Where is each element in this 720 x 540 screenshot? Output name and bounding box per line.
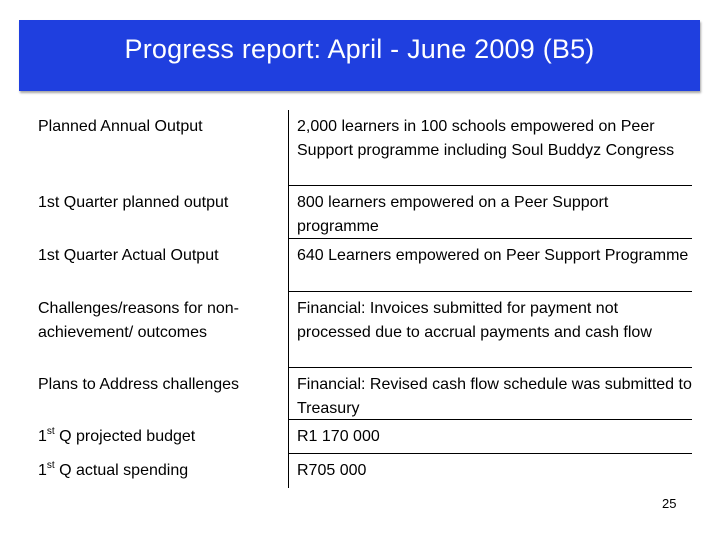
row-value: R705 000 — [288, 454, 692, 488]
row-label: Challenges/reasons for non-achievement/ outcomes — [38, 300, 240, 341]
row-value: 640 Learners empowered on Peer Support Programme — [288, 239, 692, 292]
row-value: Financial: Invoices submitted for payment not processed due to accrual payments and cash flow — [288, 292, 692, 368]
table-row — [32, 454, 692, 488]
label-number: 1 — [38, 428, 47, 445]
progress-table — [32, 110, 692, 488]
row-value: Financial: Revised cash flow schedule was submitted to Treasury — [288, 368, 692, 420]
row-label: 1st Quarter Actual Output — [38, 247, 219, 264]
table-row — [32, 292, 692, 368]
table-row — [32, 110, 692, 186]
label-ordinal: st — [46, 425, 55, 437]
label-text: Q projected budget — [54, 428, 196, 445]
row-label — [32, 454, 288, 488]
label-number: 1 — [38, 462, 47, 479]
row-label — [32, 420, 288, 454]
table-row — [32, 239, 692, 292]
row-value: 800 learners empowered on a Peer Support programme — [288, 186, 692, 239]
row-value: R1 170 000 — [288, 420, 692, 454]
row-label: 1st Quarter planned output — [38, 194, 229, 211]
title-bar — [19, 20, 700, 91]
table-row — [32, 368, 692, 420]
page-number: 25 — [662, 496, 677, 511]
table-row — [32, 186, 692, 239]
row-label: Plans to Address challenges — [38, 376, 240, 393]
table-row — [32, 420, 692, 454]
label-ordinal: st — [46, 459, 55, 471]
page-title: Progress report: April - June 2009 (B5) — [124, 34, 595, 64]
row-label: Planned Annual Output — [38, 118, 203, 135]
label-text: Q actual spending — [54, 462, 189, 479]
row-value: 2,000 learners in 100 schools empowered on Peer Support programme including Soul Buddyz Congress — [288, 110, 692, 186]
